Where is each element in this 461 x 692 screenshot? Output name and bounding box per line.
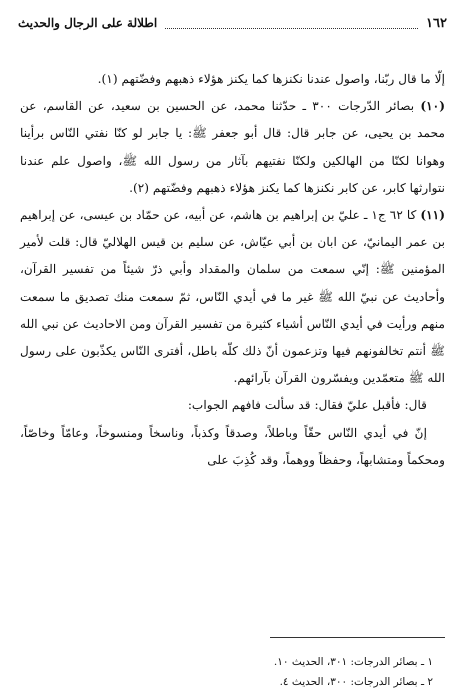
paragraph [20, 66, 445, 93]
paragraph [20, 392, 445, 419]
paragraph [20, 420, 445, 474]
paragraph-text: قال: فأقبل عليّ فقال: قد سألت فافهم الجواب: [187, 398, 427, 413]
hadith-number: (١١) [420, 208, 445, 223]
paragraph [20, 93, 445, 202]
main-text [20, 66, 445, 474]
paragraph-text: كا ٦٢ ج١ ـ عليّ بن إبراهيم بن هاشم، عن أبيه، عن حمّاد بن عيسى، عن إبراهيم بن عمر اليمانيّ، عن ابان بن أبي عيّاش، عن سليم بن قيس الهلاليّ قال: قلت لأمير المؤمنين ﷺ: إنّي سمعت من سلمان والمقداد وأبي ذرّ شيئاً من تفسير القرآن، وأحاديث عن نبيّ الله ﷺ غير ما في أيدي النّاس، ثمّ سمعت منك تصديق ما سمعت منهم ورأيت في أيدي النّاس أشياء كثيرة من تفسير القرآن ومن الاحاديث عن نبي الله ﷺ أنتم تخالفونهم فيها وتزعمون أنّ ذلك كلّه باطل، أفترى النّاس يكذّبون على رسول الله ﷺ متعمّدين ويفسّرون القرآن بآرائهم. [20, 208, 445, 386]
footnote: ١ ـ بصائر الدرجات: ٣٠١، الحديث ١٠. [273, 656, 433, 668]
hadith-number: (١٠) [420, 99, 445, 114]
paragraph-text: إنّ في أيدي النّاس حقّاً وباطلاً، وصدقاً وكذباً، وناسخاً ومنسوخاً، وعامّاً وخاصّاً، ومحكماً ومتشابهاً، وحفظاً ووهماً، وقد كُذِبَ على [20, 425, 445, 467]
footnote-separator [270, 637, 445, 638]
header-dotted-leader [165, 18, 418, 29]
footnote: ٢ ـ بصائر الدرجات: ٣٠٠، الحديث ٤. [279, 676, 433, 688]
paragraph-text: إلّا ما قال ربّنا، واصول عندنا نكنزها كما يكنز هؤلاء ذهبهم وفضّتهم (١). [97, 72, 445, 86]
footnotes [20, 652, 433, 692]
paragraph-text: بصائر الدّرجات ٣٠٠ ـ حدّثنا محمد، عن الحسين بن سعيد، عن القاسم، عن محمد بن يحيى، عن جابر قال: قال أبو جعفر ﷺ: يا جابر لو كنّا نفتي النّاس برأينا وهوانا لكنّا من الهالكين ولكنّا نفتيهم بآثار من رسول الله ﷺ، واصول علم عندنا نتوارثها كابر، عن كابر نكنزها كما يكنز هؤلاء ذهبهم وفضّتهم (٢). [20, 99, 445, 195]
book-title: اطلالة على الرجال والحديث [18, 16, 158, 30]
page-number: ١٦٢ [426, 15, 447, 31]
running-header [18, 12, 447, 34]
paragraph [20, 202, 445, 392]
